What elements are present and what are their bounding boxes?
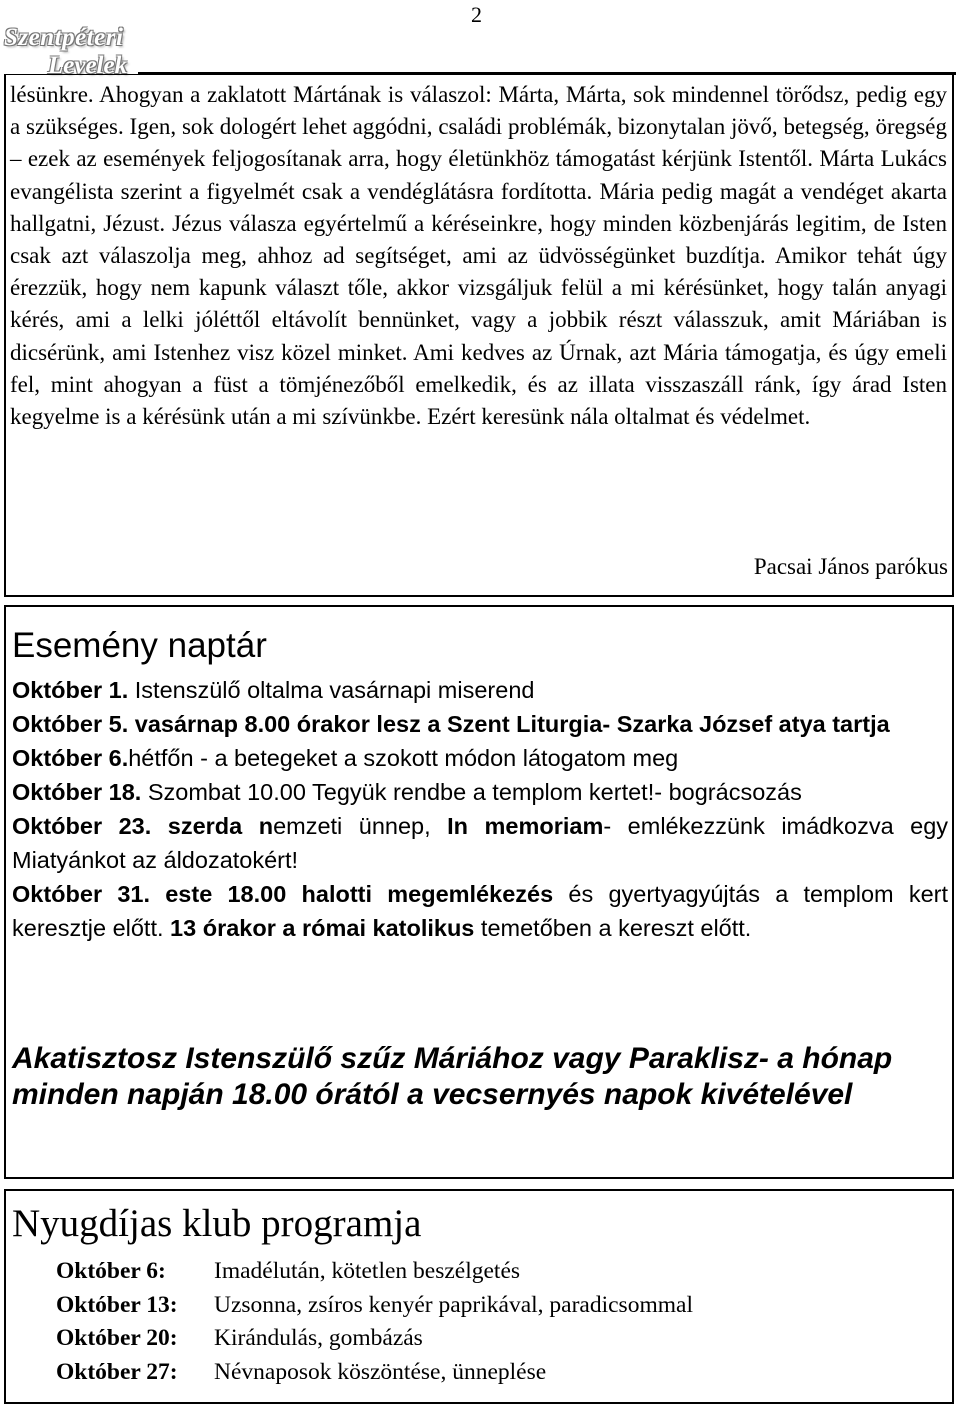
event-date: Október 18. bbox=[12, 779, 142, 805]
club-date: Október 13: bbox=[56, 1291, 178, 1318]
club-text: Imadélután, kötetlen beszélgetés bbox=[214, 1258, 521, 1284]
event-item bbox=[12, 673, 948, 707]
event-item bbox=[12, 707, 948, 741]
event-calendar-box bbox=[4, 605, 954, 1179]
club-program-item bbox=[56, 1322, 693, 1356]
event-bold-text: este 18.00 halotti megemlékezés bbox=[150, 881, 554, 907]
event-date: Október 1. bbox=[12, 677, 129, 703]
event-bold-text: 13 órakor a római katolikus bbox=[170, 915, 475, 941]
event-text: és gyertyagyújtás a templom kert keresztje előtt. bbox=[12, 881, 949, 941]
event-date: Október 5. bbox=[12, 711, 129, 737]
pension-club-title: Nyugdíjas klub programja bbox=[12, 1202, 422, 1245]
logo-line-1: Szentpéteri bbox=[4, 24, 124, 51]
club-program-item bbox=[56, 1356, 693, 1390]
logo-line-2: Levelek bbox=[48, 52, 128, 79]
club-program-item bbox=[56, 1289, 693, 1323]
signature: Pacsai János parókus bbox=[753, 554, 948, 579]
event-bold-text: vasárnap 8.00 órakor lesz a Szent Liturgia- Szarka József atya tartja bbox=[128, 711, 890, 737]
event-text: - emlékezzünk imádkozva egy Miatyánkot az áldozatokért! bbox=[12, 813, 949, 873]
club-program-item bbox=[56, 1255, 693, 1289]
reflection-paragraph: lésünkre. Ahogyan a zaklatott Mártának is válaszol: Márta, Márta, sok mindennel törődsz, pedig egy a szükséges. Igen, sok dologért lehet aggódni, családi problémák, bizonytalan jövő, betegség, öregség – ezek az események feljogosítanak arra, hogy életünkhöz támogatást kérjünk Istentől. Márta Lukács evangélista szerint a figyelmét csak a vendéglátásra fordította. Mária pedig magát a vendéget akarta hallgatni, Jézust. Jézus válasza egyértelmű a kéréseinkre, hogy minden közbenjárás legitim, de Isten csak azt válaszolja meg, ahhoz ad segítséget, ami az üdvösségünket buzdítja. Amikor tehát úgy érezzük, hogy nem kapunk választ tőle, akkor vizsgáljuk felül a mi kérésünket, hogy talán anyagi kérés, ami a lelki jóléttől eltávolít bennünket, vagy a jobbik részt válasszuk, amit Máriában is dicsérünk, ami Istenhez visz közel minket. Ami kedves az Úrnak, azt Mária támogatja, és úgy emeli fel, mint ahogyan a füst a tömjénezőből emelkedik, és az illata visszaszáll ránk, így árad Isten kegyelme is a kérésünk után a mi szívünkbe. Ezért keresünk nála oltalmat és védelmet. bbox=[10, 82, 947, 430]
pension-club-box bbox=[4, 1189, 954, 1404]
club-program-list bbox=[56, 1255, 693, 1389]
event-text: temetőben a kereszt előtt. bbox=[474, 915, 752, 941]
event-item bbox=[12, 741, 948, 775]
event-text: emzeti ünnep, bbox=[273, 813, 448, 839]
event-text: hétfőn - a betegeket a szokott módon látogatom meg bbox=[128, 745, 679, 771]
club-date: Október 6: bbox=[56, 1258, 166, 1284]
event-calendar-title: Esemény naptár bbox=[12, 626, 267, 665]
club-text: Kirándulás, gombázás bbox=[214, 1325, 423, 1351]
akatisztosz-note: Akatisztosz Istenszülő szűz Máriához vagy Paraklisz- a hónap minden napján 18.00 órától a vecsernyés napok kivételével bbox=[12, 1042, 893, 1111]
club-text: Uzsonna, zsíros kenyér paprikával, paradicsommal bbox=[214, 1291, 693, 1318]
event-text: Istenszülő oltalma vasárnapi miserend bbox=[128, 677, 535, 703]
event-bold-text: In memoriam bbox=[447, 813, 604, 839]
event-list bbox=[12, 673, 948, 945]
event-item bbox=[12, 877, 948, 945]
club-text: Névnaposok köszöntése, ünneplése bbox=[214, 1358, 547, 1385]
club-date: Október 20: bbox=[56, 1325, 178, 1351]
event-item bbox=[12, 809, 948, 877]
event-item bbox=[12, 775, 948, 809]
event-date: Október 23. bbox=[12, 813, 152, 839]
page-number: 2 bbox=[471, 2, 482, 27]
event-text: Szombat 10.00 Tegyük rendbe a templom kertet!- bográcsozás bbox=[141, 779, 802, 805]
event-bold-text: szerda n bbox=[151, 813, 274, 839]
event-date: Október 31. bbox=[12, 881, 150, 907]
event-date: Október 6. bbox=[12, 745, 129, 771]
club-date: Október 27: bbox=[56, 1358, 178, 1385]
